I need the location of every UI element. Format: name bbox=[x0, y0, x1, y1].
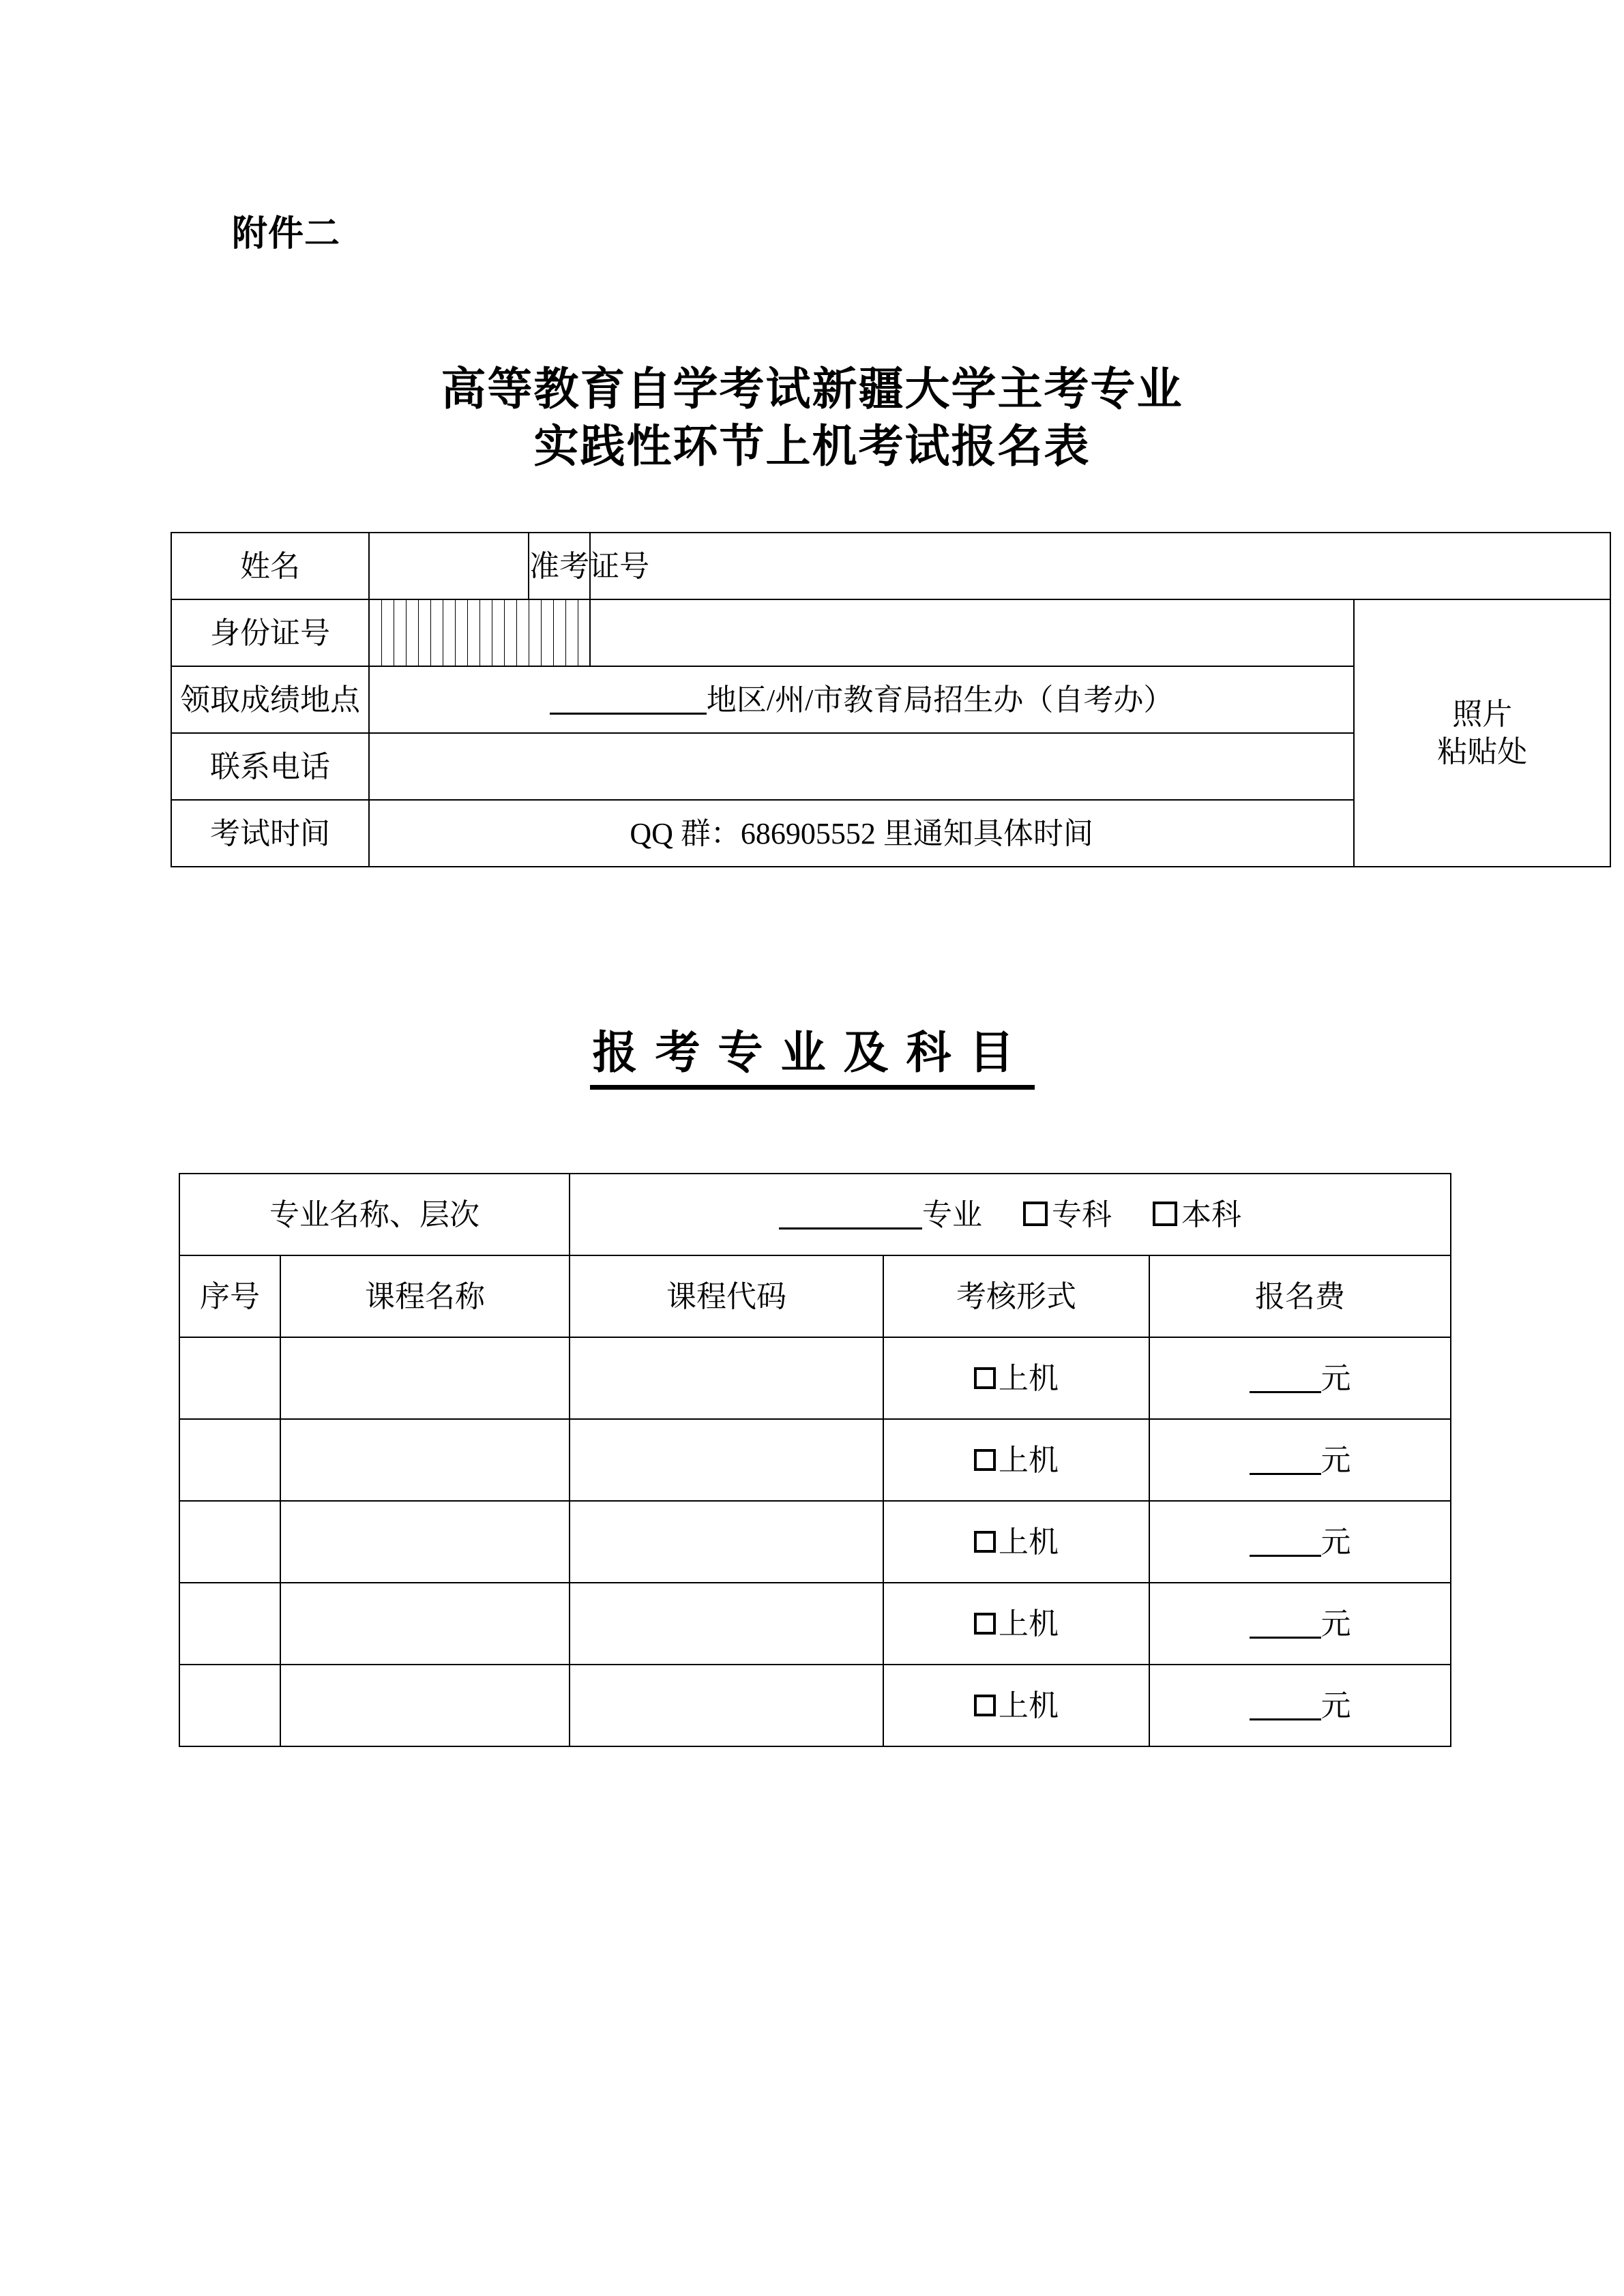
checkbox-shangji[interactable] bbox=[974, 1449, 996, 1471]
table-row bbox=[179, 1583, 1451, 1665]
photo-label-line-2: 粘贴处 bbox=[1437, 735, 1528, 769]
cell-course-code[interactable] bbox=[570, 1419, 883, 1501]
id-card-box[interactable] bbox=[418, 599, 430, 666]
title-line-2: 实践性环节上机考试报名表 bbox=[533, 422, 1091, 473]
level-option-2-label: 本科 bbox=[1181, 1197, 1242, 1232]
cell-course-code[interactable] bbox=[570, 1583, 883, 1665]
major-name-blank[interactable] bbox=[779, 1197, 922, 1229]
column-header-seq: 序号 bbox=[179, 1255, 280, 1337]
score-location-blank[interactable] bbox=[550, 683, 707, 715]
id-card-box[interactable] bbox=[430, 599, 443, 666]
cell-course-name[interactable] bbox=[280, 1501, 570, 1583]
exam-form-label: 上机 bbox=[999, 1525, 1059, 1559]
cell-course-code[interactable] bbox=[570, 1501, 883, 1583]
course-row-major bbox=[179, 1174, 1451, 1255]
fee-unit: 元 bbox=[1320, 1361, 1351, 1395]
table-row bbox=[179, 1419, 1451, 1501]
cell-exam-form[interactable] bbox=[883, 1583, 1149, 1665]
checkbox-shangji[interactable] bbox=[974, 1613, 996, 1635]
cell-course-code[interactable] bbox=[570, 1665, 883, 1746]
id-card-box[interactable] bbox=[492, 599, 504, 666]
fee-blank[interactable] bbox=[1250, 1607, 1321, 1639]
identity-table bbox=[171, 532, 1611, 867]
name-label: 姓名 bbox=[171, 533, 369, 599]
phone-input-cell[interactable] bbox=[369, 733, 1354, 800]
identity-row-idcard bbox=[171, 599, 1610, 666]
exam-form-label: 上机 bbox=[999, 1607, 1059, 1641]
cell-fee[interactable] bbox=[1149, 1583, 1451, 1665]
cell-fee[interactable] bbox=[1149, 1501, 1451, 1583]
cell-exam-form[interactable] bbox=[883, 1665, 1149, 1746]
admission-no-label: 准考证号 bbox=[529, 533, 590, 599]
phone-label: 联系电话 bbox=[171, 733, 369, 800]
major-suffix: 专业 bbox=[922, 1197, 983, 1232]
section-heading-text: 报考专业及科目 bbox=[590, 1028, 1035, 1090]
id-card-box[interactable] bbox=[443, 599, 455, 666]
fee-unit: 元 bbox=[1320, 1688, 1351, 1723]
attachment-label: 附件二 bbox=[232, 214, 341, 254]
column-header-fee: 报名费 bbox=[1149, 1255, 1451, 1337]
cell-fee[interactable] bbox=[1149, 1665, 1451, 1746]
id-card-tail-cell bbox=[590, 599, 1354, 666]
id-card-box[interactable] bbox=[541, 599, 553, 666]
checkbox-shangji[interactable] bbox=[974, 1695, 996, 1716]
section-heading bbox=[0, 1016, 1624, 1081]
fee-blank[interactable] bbox=[1250, 1688, 1321, 1720]
page-title bbox=[0, 361, 1624, 477]
major-value-cell[interactable] bbox=[570, 1174, 1451, 1255]
exam-time-label: 考试时间 bbox=[171, 800, 369, 867]
exam-time-value: QQ 群：686905552 里通知具体时间 bbox=[369, 800, 1354, 867]
fee-unit: 元 bbox=[1320, 1607, 1351, 1641]
course-table-header-row bbox=[179, 1255, 1451, 1337]
id-card-box[interactable] bbox=[406, 599, 418, 666]
checkbox-zhuanke[interactable] bbox=[1023, 1202, 1048, 1226]
table-row bbox=[179, 1665, 1451, 1746]
table-row bbox=[179, 1337, 1451, 1419]
photo-paste-area bbox=[1354, 599, 1610, 867]
cell-seq[interactable] bbox=[179, 1665, 280, 1746]
cell-course-name[interactable] bbox=[280, 1337, 570, 1419]
cell-exam-form[interactable] bbox=[883, 1337, 1149, 1419]
course-table bbox=[179, 1173, 1451, 1747]
cell-fee[interactable] bbox=[1149, 1337, 1451, 1419]
exam-form-label: 上机 bbox=[999, 1361, 1059, 1395]
cell-course-name[interactable] bbox=[280, 1419, 570, 1501]
id-card-box[interactable] bbox=[578, 599, 590, 666]
id-card-box[interactable] bbox=[394, 599, 406, 666]
exam-form-label: 上机 bbox=[999, 1443, 1059, 1477]
identity-row-name bbox=[171, 533, 1610, 599]
id-card-box[interactable] bbox=[529, 599, 541, 666]
cell-course-code[interactable] bbox=[570, 1337, 883, 1419]
table-row bbox=[179, 1501, 1451, 1583]
id-card-box[interactable] bbox=[455, 599, 467, 666]
checkbox-shangji[interactable] bbox=[974, 1367, 996, 1389]
fee-unit: 元 bbox=[1320, 1443, 1351, 1477]
exam-form-label: 上机 bbox=[999, 1688, 1059, 1723]
name-input-cell[interactable] bbox=[369, 533, 529, 599]
photo-label-line-1: 照片 bbox=[1452, 698, 1513, 731]
admission-no-input-cell[interactable] bbox=[590, 533, 1610, 599]
id-card-box[interactable] bbox=[381, 599, 394, 666]
cell-seq[interactable] bbox=[179, 1337, 280, 1419]
id-card-box[interactable] bbox=[516, 599, 529, 666]
column-header-course-name: 课程名称 bbox=[280, 1255, 570, 1337]
cell-exam-form[interactable] bbox=[883, 1501, 1149, 1583]
id-card-box[interactable] bbox=[369, 599, 381, 666]
score-location-label: 领取成绩地点 bbox=[171, 666, 369, 733]
fee-blank[interactable] bbox=[1250, 1361, 1321, 1393]
cell-fee[interactable] bbox=[1149, 1419, 1451, 1501]
cell-course-name[interactable] bbox=[280, 1583, 570, 1665]
title-line-1: 高等教育自学考试新疆大学主考专业 bbox=[441, 365, 1183, 415]
checkbox-benke[interactable] bbox=[1153, 1202, 1177, 1226]
fee-blank[interactable] bbox=[1250, 1525, 1321, 1557]
level-option-1-label: 专科 bbox=[1052, 1197, 1112, 1232]
fee-unit: 元 bbox=[1320, 1525, 1351, 1559]
column-header-course-code: 课程代码 bbox=[570, 1255, 883, 1337]
major-label: 专业名称、层次 bbox=[179, 1174, 570, 1255]
checkbox-shangji[interactable] bbox=[974, 1531, 996, 1553]
score-location-text: 地区/州/市教育局招生办（自考办） bbox=[706, 683, 1174, 717]
id-card-box[interactable] bbox=[504, 599, 516, 666]
cell-seq[interactable] bbox=[179, 1583, 280, 1665]
cell-exam-form[interactable] bbox=[883, 1419, 1149, 1501]
cell-course-name[interactable] bbox=[280, 1665, 570, 1746]
column-header-exam-form: 考核形式 bbox=[883, 1255, 1149, 1337]
id-card-box[interactable] bbox=[565, 599, 578, 666]
cell-seq[interactable] bbox=[179, 1419, 280, 1501]
id-card-box[interactable] bbox=[553, 599, 565, 666]
fee-blank[interactable] bbox=[1250, 1443, 1321, 1475]
cell-seq[interactable] bbox=[179, 1501, 280, 1583]
id-card-box[interactable] bbox=[467, 599, 479, 666]
id-card-label: 身份证号 bbox=[171, 599, 369, 666]
id-card-box[interactable] bbox=[479, 599, 492, 666]
score-location-value-cell[interactable] bbox=[369, 666, 1354, 733]
